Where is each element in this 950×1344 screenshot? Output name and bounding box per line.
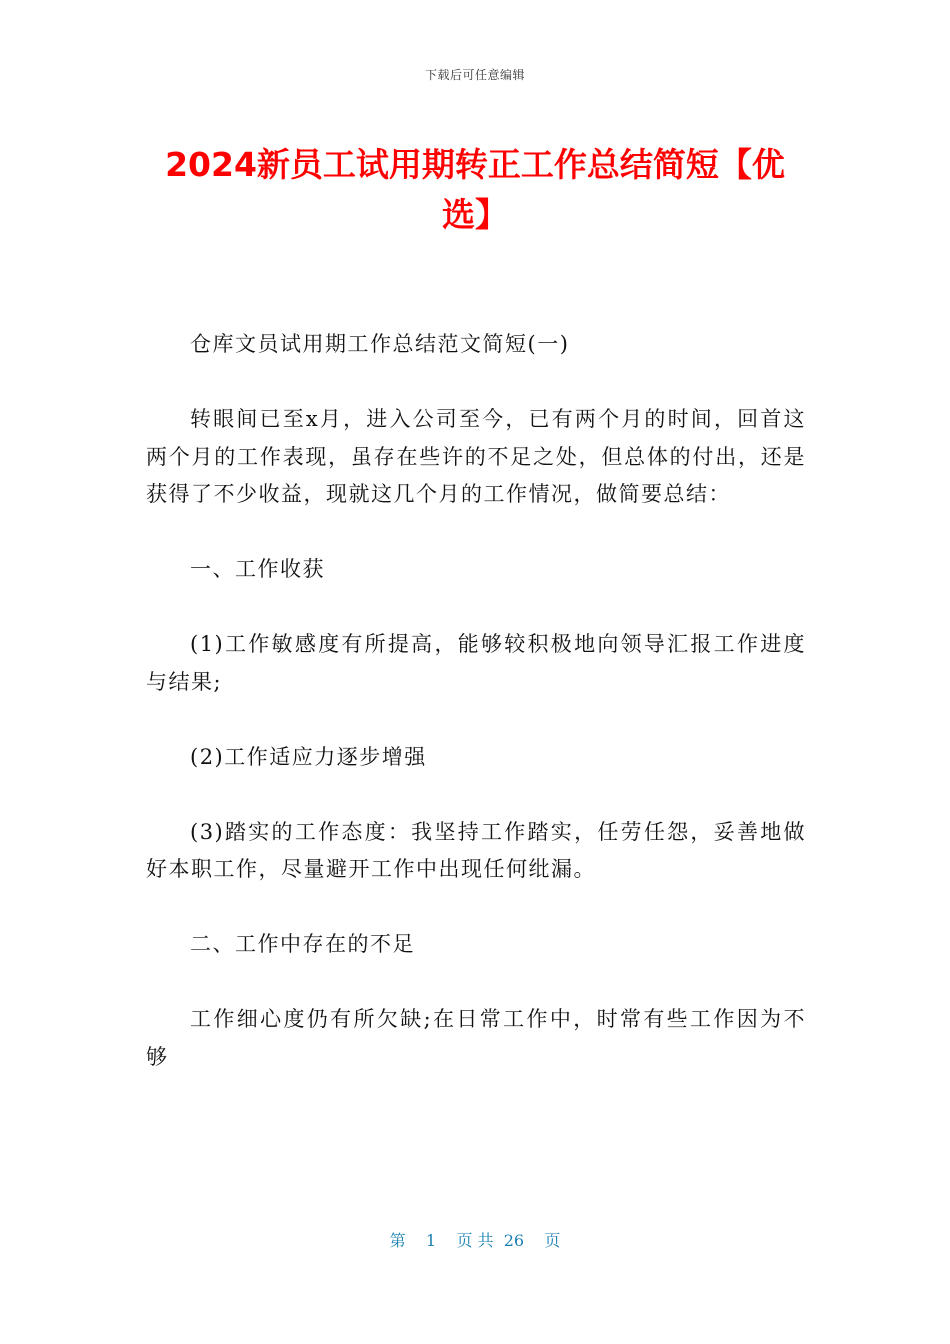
footer-suffix: 页 xyxy=(544,1231,561,1250)
document-title: 2024新员工试用期转正工作总结简短【优选】 xyxy=(165,145,785,234)
header-note: 下载后可任意编辑 xyxy=(424,68,525,82)
paragraph-shortcoming-1: 工作细心度仍有所欠缺;在日常工作中，时常有些工作因为不够 xyxy=(146,1007,806,1069)
paragraph-section-heading: 仓库文员试用期工作总结范文简短(一) xyxy=(190,332,570,356)
footer-page-number: 1 xyxy=(425,1231,437,1250)
footer-mid: 页 共 xyxy=(456,1231,494,1250)
paragraph-heading-gains: 一、工作收获 xyxy=(190,557,325,581)
page-footer xyxy=(0,1228,950,1251)
paragraph-intro: 转眼间已至x月，进入公司至今，已有两个月的时间，回首这两个月的工作表现，虽存在些许的不足之处，但总体的付出，还是获得了不少收益，现就这几个月的工作情况，做简要总结： xyxy=(146,407,806,506)
footer-prefix: 第 xyxy=(389,1231,406,1250)
paragraph-gain-3: (3)踏实的工作态度：我坚持工作踏实，任劳任怨，妥善地做好本职工作，尽量避开工作中出现任何纰漏。 xyxy=(146,819,806,881)
paragraph-heading-shortcomings: 二、工作中存在的不足 xyxy=(190,932,415,956)
document-body xyxy=(146,326,806,1114)
footer-total-pages: 26 xyxy=(503,1231,525,1250)
paragraph-gain-1: (1)工作敏感度有所提高，能够较积极地向领导汇报工作进度与结果; xyxy=(146,632,806,694)
paragraph-gain-2: (2)工作适应力逐步增强 xyxy=(190,744,427,769)
